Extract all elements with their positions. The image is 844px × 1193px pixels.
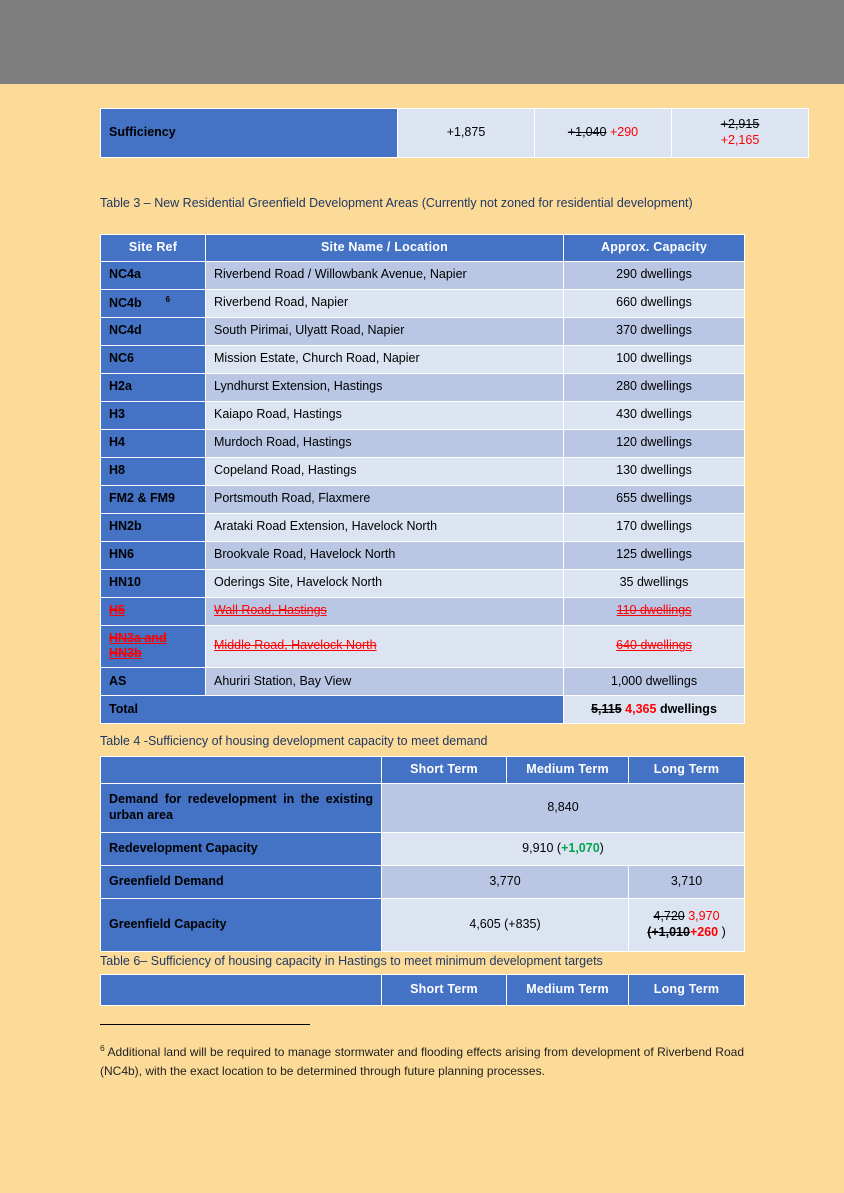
table3-total-label: Total [101, 695, 564, 723]
table3-cell-site-ref [101, 513, 206, 541]
table3-cell-site-ref [101, 625, 206, 667]
table3-cell-capacity: 290 dwellings [564, 261, 745, 289]
table4-row-label-redevelopment: Redevelopment Capacity [101, 832, 382, 865]
table3-cell-site-name: South Pirimai, Ulyatt Road, Napier [206, 317, 564, 345]
table4-caption: Table 4 -Sufficiency of housing development capacity to meet demand [100, 734, 488, 748]
table3-cell-capacity: 660 dwellings [564, 289, 745, 317]
table3-cell-site-ref [101, 261, 206, 289]
table-row [101, 597, 745, 625]
table3-site-ref-text: NC6 [109, 351, 135, 366]
table4-wrapper [100, 756, 745, 952]
table4-row-label-greenfield-demand: Greenfield Demand [101, 865, 382, 898]
table-row [101, 667, 745, 695]
table3-cell-site-ref [101, 373, 206, 401]
table4-redevelopment-number: 9,910 ( [522, 840, 562, 855]
sufficiency-medium-term [535, 109, 672, 158]
table6-header-long-term: Long Term [629, 975, 745, 1006]
table4-greenfield-capacity-long [629, 898, 745, 951]
table3-cell-site-name: Wall Road, Hastings [206, 597, 564, 625]
table3-site-ref-text: NC4b [109, 295, 142, 310]
sufficiency-short-term [398, 109, 535, 158]
table-row [101, 261, 745, 289]
table3-cell-site-ref [101, 569, 206, 597]
table3-cell-capacity: 125 dwellings [564, 541, 745, 569]
table3-total-unit: dwellings [659, 701, 717, 716]
table6-wrapper [100, 974, 745, 1006]
table3-cell-site-name: Mission Estate, Church Road, Napier [206, 345, 564, 373]
sufficiency-long-term-old: +2,915 [720, 117, 760, 132]
table-row [101, 513, 745, 541]
table4-greenfield-demand-long: 3,710 [629, 865, 745, 898]
table3-cell-site-ref [101, 401, 206, 429]
table6-header-row [101, 975, 745, 1006]
sufficiency-medium-term-new: +290 [609, 125, 639, 140]
table4-header-long-term: Long Term [629, 757, 745, 784]
table3-site-ref-text: H2a [109, 379, 132, 394]
table4-redevelopment-value [382, 832, 745, 865]
footnote [100, 1042, 744, 1081]
table3-cell-site-ref [101, 457, 206, 485]
table3-cell-site-name: Portsmouth Road, Flaxmere [206, 485, 564, 513]
table3-site-ref-text: H5 [109, 603, 125, 618]
sufficiency-row-label: Sufficiency [101, 109, 398, 158]
table4-greenfield-demand-short-medium: 3,770 [382, 865, 629, 898]
table4-redevelopment-delta: +1,070 [561, 840, 600, 855]
table3-total-old: 5,115 [591, 701, 622, 716]
table4-header-medium-term: Medium Term [507, 757, 629, 784]
table3-cell-site-ref [101, 541, 206, 569]
table6-header-medium-term: Medium Term [507, 975, 629, 1006]
table3-caption: Table 3 – New Residential Greenfield Development Areas (Currently not zoned for residential development) [100, 196, 693, 210]
table3-site-ref-text: HN6 [109, 547, 135, 562]
table3-cell-site-name: Middle Road, Havelock North [206, 625, 564, 667]
table3-cell-capacity: 120 dwellings [564, 429, 745, 457]
table4-greenfield-capacity-long-new: 3,970 [688, 909, 720, 923]
table4-demand-value: 8,840 [382, 783, 745, 832]
table3-site-ref-text: H3 [109, 407, 125, 422]
table6-caption: Table 6– Sufficiency of housing capacity in Hastings to meet minimum development targets [100, 954, 603, 968]
table-row [101, 865, 745, 898]
table3-site-ref-text: NC4a [109, 267, 141, 282]
sufficiency-short-term-value: +1,875 [446, 125, 486, 140]
table-row [101, 317, 745, 345]
table4-row-label-greenfield-capacity: Greenfield Capacity [101, 898, 382, 951]
table3-header-row [101, 235, 745, 262]
table4-greenfield-capacity-delta-new: +260 [689, 924, 719, 939]
table6-hastings-sufficiency [100, 974, 745, 1006]
table3-cell-capacity: 100 dwellings [564, 345, 745, 373]
table-row [101, 569, 745, 597]
table3-cell-site-ref [101, 667, 206, 695]
table3-total-value [564, 695, 745, 723]
table-row [101, 485, 745, 513]
table3-cell-site-name: Ahuriri Station, Bay View [206, 667, 564, 695]
table-row [101, 373, 745, 401]
sufficiency-medium-term-old: +1,040 [567, 125, 607, 140]
table3-cell-capacity: 130 dwellings [564, 457, 745, 485]
table3-site-ref-text: HN3a and HN3b [109, 630, 167, 661]
table3-cell-site-ref [101, 345, 206, 373]
table4-row-label-demand: Demand for redevelopment in the existing urban area [101, 783, 382, 832]
table3-site-ref-footnote-mark: 6 [165, 294, 171, 304]
sufficiency-table [100, 108, 809, 158]
sufficiency-long-term [672, 109, 809, 158]
table3-cell-capacity: 655 dwellings [564, 485, 745, 513]
table3-cell-capacity: 370 dwellings [564, 317, 745, 345]
table-row [101, 289, 745, 317]
table4-redevelopment-close: ) [599, 840, 604, 855]
table3-site-ref-text: H8 [109, 463, 125, 478]
table3-cell-site-name: Kaiapo Road, Hastings [206, 401, 564, 429]
table4-header-blank [101, 757, 382, 784]
table-row [101, 401, 745, 429]
footnote-separator-rule [100, 1024, 310, 1025]
table3-site-ref-text: H4 [109, 435, 125, 450]
table3-cell-site-name: Copeland Road, Hastings [206, 457, 564, 485]
table-row [101, 898, 745, 951]
table3-cell-site-name: Oderings Site, Havelock North [206, 569, 564, 597]
table3-cell-site-ref [101, 597, 206, 625]
table3-cell-capacity: 640 dwellings [564, 625, 745, 667]
top-gray-bar [0, 0, 844, 84]
table3-cell-site-ref [101, 317, 206, 345]
table3-site-ref-text: HN2b [109, 519, 142, 534]
table4-greenfield-capacity-short-medium: 4,605 (+835) [382, 898, 629, 951]
table-row [101, 832, 745, 865]
table4-greenfield-capacity-delta-old: (+1,010 [647, 924, 690, 939]
table3-site-ref-text: FM2 & FM9 [109, 491, 175, 506]
table-row [101, 783, 745, 832]
table3-cell-capacity: 280 dwellings [564, 373, 745, 401]
sufficiency-long-term-new: +2,165 [720, 133, 760, 147]
table3-cell-site-name: Riverbend Road / Willowbank Avenue, Napier [206, 261, 564, 289]
table3-body [101, 261, 745, 695]
table6-header-blank [101, 975, 382, 1006]
table-row [101, 429, 745, 457]
table-row [101, 541, 745, 569]
table3-cell-site-ref [101, 289, 206, 317]
table3-cell-site-ref [101, 429, 206, 457]
table4-greenfield-capacity-long-old: 4,720 [653, 909, 685, 923]
table3-header-site-ref: Site Ref [101, 235, 206, 262]
table3-wrapper [100, 234, 745, 724]
table6-header-short-term: Short Term [382, 975, 507, 1006]
table3-cell-site-name: Riverbend Road, Napier [206, 289, 564, 317]
table3-total-new: 4,365 [625, 701, 657, 716]
table3-cell-capacity: 430 dwellings [564, 401, 745, 429]
table3-site-ref-text: AS [109, 673, 127, 688]
table3-cell-site-ref [101, 485, 206, 513]
table3-cell-capacity: 110 dwellings [564, 597, 745, 625]
table3-cell-site-name: Lyndhurst Extension, Hastings [206, 373, 564, 401]
table3-site-ref-text: HN10 [109, 575, 141, 590]
table-row [101, 345, 745, 373]
table3-total-row [101, 695, 745, 723]
table4-sufficiency [100, 756, 745, 952]
table3-cell-capacity: 170 dwellings [564, 513, 745, 541]
footnote-text: Additional land will be required to manage stormwater and flooding effects arising from development of Riverbend Road (NC4b), with the exact location to be determined through future planning processes. [100, 1045, 744, 1079]
table-row [101, 625, 745, 667]
table3-greenfield-areas [100, 234, 745, 724]
table3-header-capacity: Approx. Capacity [564, 235, 745, 262]
table3-cell-capacity: 35 dwellings [564, 569, 745, 597]
table3-cell-site-name: Arataki Road Extension, Havelock North [206, 513, 564, 541]
table3-cell-site-name: Murdoch Road, Hastings [206, 429, 564, 457]
sufficiency-table-wrapper [100, 108, 809, 158]
table3-header-site-name: Site Name / Location [206, 235, 564, 262]
table-row [101, 457, 745, 485]
table3-site-ref-text: NC4d [109, 323, 142, 338]
table4-greenfield-capacity-delta-close: ) [721, 924, 726, 939]
footnote-marker: 6 [100, 1043, 105, 1053]
table3-cell-site-name: Brookvale Road, Havelock North [206, 541, 564, 569]
table-row [101, 109, 809, 158]
table4-header-short-term: Short Term [382, 757, 507, 784]
table4-header-row [101, 757, 745, 784]
table3-cell-capacity: 1,000 dwellings [564, 667, 745, 695]
